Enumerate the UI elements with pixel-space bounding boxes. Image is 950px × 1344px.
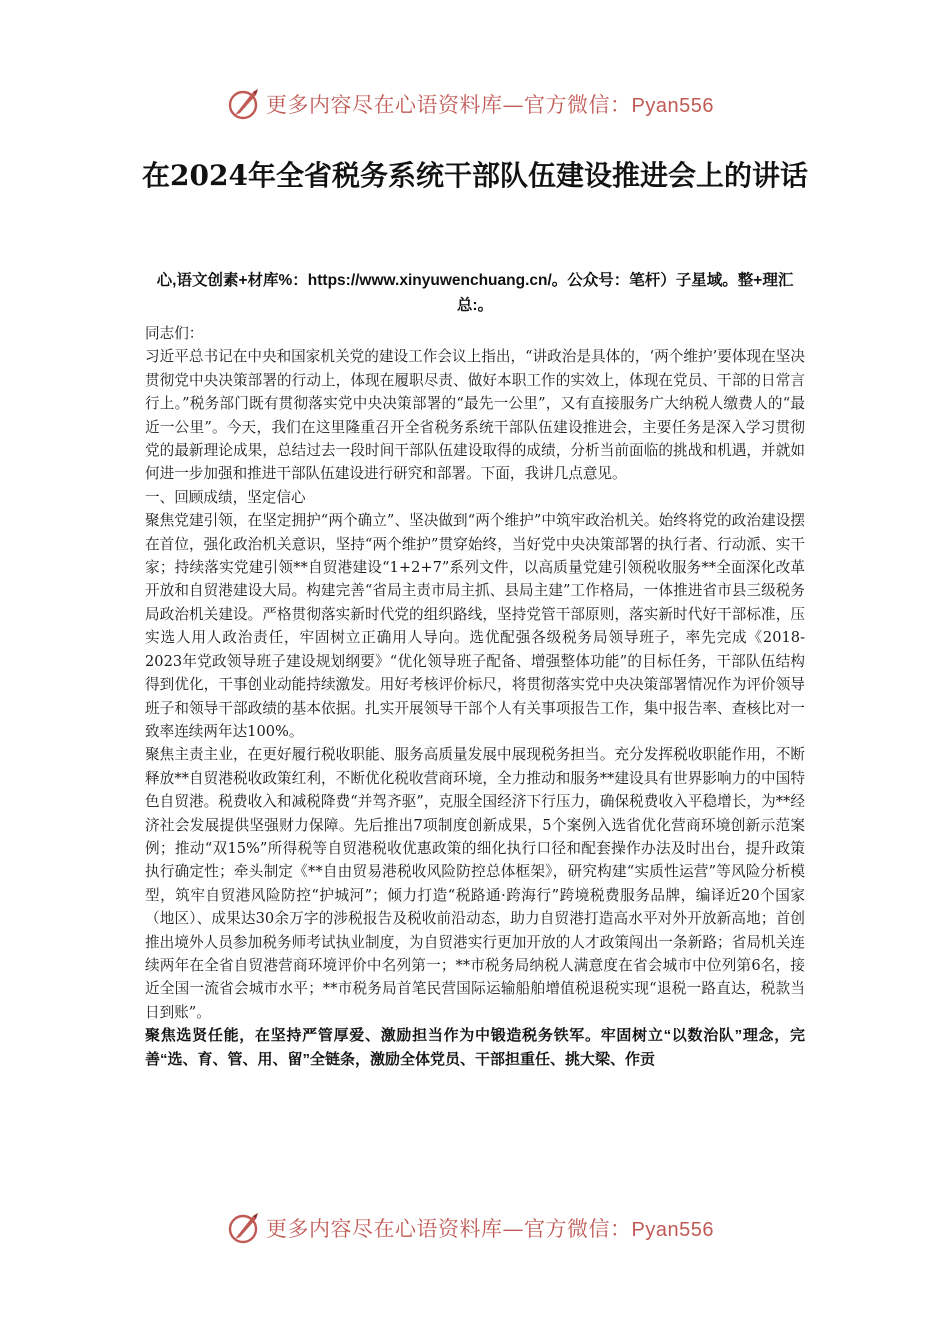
footer-banner — [0, 1208, 950, 1248]
banner-text: 更多内容尽在心语资料库—官方微信：Pyan556 — [266, 93, 714, 117]
intro-paragraph: 习近平总书记在中央和国家机关党的建设工作会议上指出，“讲政治是具体的，‘两个维护’要体现在坚决贯彻党中央决策部署的行动上，体现在履职尽责、做好本职工作的实效上，体现在党员、干部的日常言行上。”税务部门既有贯彻落实党中央决策部署的“最先一公里”，又有直接服务广大纳税人缴费人的“最近一公里”。今天，我们在这里隆重召开全省税务系统干部队伍建设推进会，主要任务是深入学习贯彻党的最新理论成果，总结过去一段时间干部队伍建设取得的成绩，分析当前面临的挑战和机遇，并就如何进一步加强和推进干部队伍建设进行研究和部署。下面，我讲几点意见。 — [145, 348, 805, 483]
page-title: 在2024年全省税务系统干部队伍建设推进会上的讲话 — [142, 159, 808, 192]
source-subtitle: 心,语文创素+材库%：https://www.xinyuwenchuang.cn/。公众号：笔杆）子星域。整+理汇总:。 — [156, 272, 794, 314]
banner-handle: Pyan556 — [631, 1219, 714, 1241]
section-heading: 一、回顾成绩，坚定信心 — [145, 488, 306, 506]
quill-logo-icon — [228, 88, 260, 120]
salutation: 同志们： — [145, 325, 204, 342]
header-banner — [0, 84, 950, 124]
banner-text: 更多内容尽在心语资料库—官方微信：Pyan556 — [266, 1217, 714, 1241]
banner-handle: Pyan556 — [631, 95, 714, 117]
body-paragraph: 聚焦党建引领，在坚定拥护“两个确立”、坚决做到“两个维护”中筑牢政治机关。始终将党的政治建设摆在首位，强化政治机关意识，坚持“两个维护”贯穿始终，当好党中央决策部署的执行者、行动派、实干家；持续落实党建引领**自贸港建设“1+2+7”系列文件，以高质量党建引领税收服务**全面深化改革开放和自贸港建设大局。构建完善“省局主责市局主抓、县局主建”工作格局，一体推进省市县三级税务局政治机关建设。严格贯彻落实新时代党的组织路线，坚持党管干部原则，落实新时代好干部标准，压实选人用人政治责任，牢固树立正确用人导向。选优配强各级税务局领导班子，率先完成《2018-2023年党政领导班子建设规划纲要》“优化领导班子配备、增强整体功能”的目标任务，干部队伍结构得到优化，干事创业动能持续激发。用好考核评价标尺，将贯彻落实党中央决策部署情况作为评价领导班子和领导干部政绩的基本依据。扎实开展领导干部个人有关事项报告工作，集中报告率、查核比对一致率连续两年达100%。 — [145, 512, 805, 740]
body-paragraph: 聚焦选贤任能，在坚持严管厚爱、激励担当作为中锻造税务铁军。牢固树立“以数治队”理念，完善“选、育、管、用、留”全链条，激励全体党员、干部担重任、挑大梁、作贡 — [145, 1027, 805, 1068]
document-body — [145, 322, 805, 1071]
body-paragraph: 聚焦主责主业，在更好履行税收职能、服务高质量发展中展现税务担当。充分发挥税收职能作用，不断释放**自贸港税收政策红利，不断优化税收营商环境，全力推动和服务**建设具有世界影响力的中国特色自贸港。税费收入和减税降费“并驾齐驱”，克服全国经济下行压力，确保税费收入平稳增长，为**经济社会发展提供坚强财力保障。先后推出7项制度创新成果，5个案例入选省优化营商环境创新示范案例；推动“双15%”所得税等自贸港税收优惠政策的细化执行口径和配套操作办法及时出台，提升政策执行确定性；牵头制定《**自由贸易港税收风险防控总体框架》，研究构建“实质性运营”等风险分析模型，筑牢自贸港风险防控“护城河”；倾力打造“税路通·跨海行”跨境税费服务品牌，编译近20个国家（地区）、成果达30余万字的涉税报告及税收前沿动态，助力自贸港打造高水平对外开放新高地；首创推出境外人员参加税务师考试执业制度，为自贸港实行更加开放的人才政策闯出一条新路；省局机关连续两年在全省自贸港营商环境评价中名列第一；**市税务局纳税人满意度在省会城市中位列第6名，接近全国一流省会城市水平；**市税务局首笔民营国际运输船舶增值税退税实现“退税一路直达，税款当日到账”。 — [145, 746, 805, 1021]
quill-logo-icon — [228, 1212, 260, 1244]
